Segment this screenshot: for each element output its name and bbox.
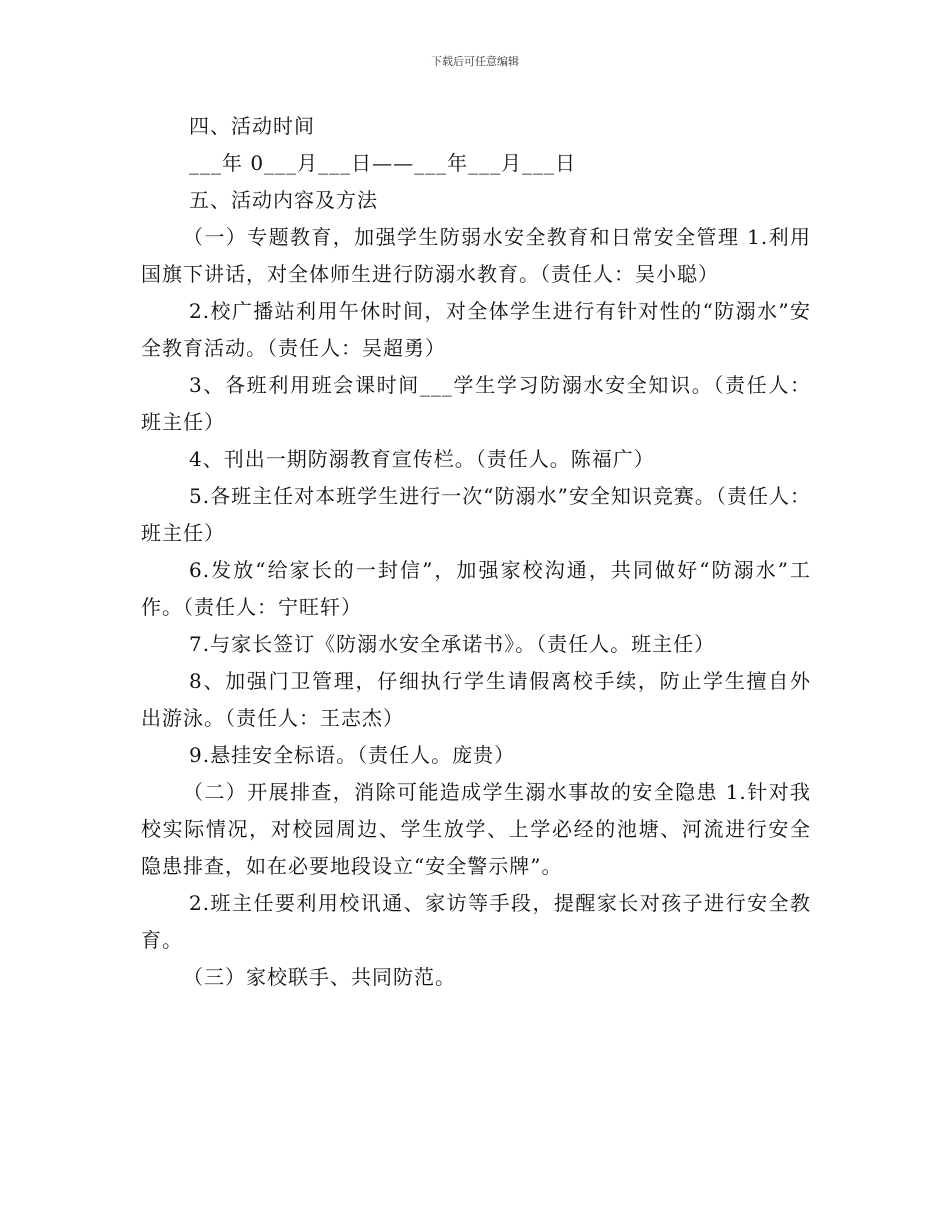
list-item: 2.班主任要利用校讯通、家访等手段，提醒家长对孩子进行安全教育。 [141,891,811,952]
page-header: 下载后可任意编辑 [431,55,519,68]
list-item: 4、刊出一期防溺教育宣传栏。（责任人。陈福广） [189,447,655,471]
section-heading-time: 四、活动时间 [189,114,315,138]
document-body [141,108,811,996]
date-range-line: ___年 0___月___日——___年___月___日 [189,151,577,175]
list-item: 6.发放“给家长的一封信”，加强家校沟通，共同做好“防溺水”工作。（责任人：宁旺轩） [141,558,811,619]
list-item: 9.悬挂安全标语。（责任人。庞贵） [189,743,516,767]
list-item: 2.校广播站利用午休时间，对全体学生进行有针对性的“防溺水”安全教育活动。（责任人：吴超勇） [141,299,811,360]
list-item: 3、各班利用班会课时间___学生学习防溺水安全知识。（责任人：班主任） [141,373,811,434]
subsection-one-paragraph: （一）专题教育，加强学生防弱水安全教育和日常安全管理 1.利用国旗下讲话，对全体师生进行防溺水教育。（责任人：吴小聪） [141,225,811,286]
section-heading-content: 五、活动内容及方法 [189,188,378,212]
subsection-two-paragraph: （二）开展排查，消除可能造成学生溺水事故的安全隐患 1.针对我校实际情况，对校园周边、学生放学、上学必经的池塘、河流进行安全隐患排查，如在必要地段设立“安全警示牌”。 [141,780,811,878]
list-item: 8、加强门卫管理，仔细执行学生请假离校手续，防止学生擅自外出游泳。（责任人：王志杰） [141,669,811,730]
list-item: 7.与家长签订《防溺水安全承诺书》。（责任人。班主任） [189,632,716,656]
subsection-three-heading: （三）家校联手、共同防范。 [183,965,456,989]
list-item: 5.各班主任对本班学生进行一次“防溺水”安全知识竞赛。（责任人：班主任） [141,484,811,545]
